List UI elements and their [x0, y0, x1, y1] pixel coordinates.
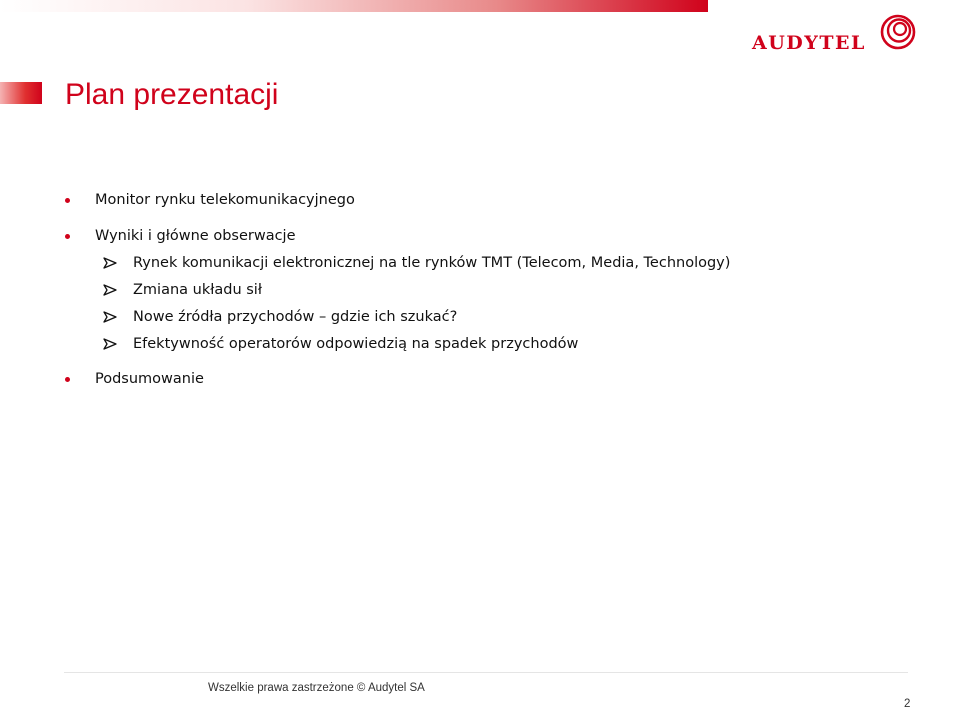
agenda-subitem-label: Nowe źródła przychodów – gdzie ich szukać?	[133, 309, 458, 325]
agenda-item-label: Monitor rynku telekomunikacyjnego	[95, 192, 355, 208]
page-number: 2	[904, 698, 911, 710]
agenda-subitem-label: Efektywność operatorów odpowiedzią na spadek przychodów	[133, 336, 579, 352]
footer-divider	[64, 672, 908, 673]
agenda-item-label: Wyniki i główne obserwacje	[95, 228, 296, 244]
arrowhead-bullet-icon	[103, 311, 117, 323]
red-dot-bullet-icon	[65, 234, 70, 239]
arrowhead-bullet-icon	[103, 257, 117, 269]
logo-wordmark: AUDYTEL	[752, 32, 866, 54]
arrowhead-bullet-icon	[103, 338, 117, 350]
slide-title: Plan prezentacji	[65, 78, 279, 111]
red-dot-bullet-icon	[65, 198, 70, 203]
red-dot-bullet-icon	[65, 377, 70, 382]
title-accent-marker	[0, 82, 42, 104]
logo-rings-icon	[880, 14, 916, 50]
audytel-logo	[752, 14, 922, 56]
agenda-item-label: Podsumowanie	[95, 371, 204, 387]
footer-copyright: Wszelkie prawa zastrzeżone © Audytel SA	[208, 682, 425, 694]
arrowhead-bullet-icon	[103, 284, 117, 296]
top-accent-bar	[0, 0, 708, 12]
agenda-subitem-label: Zmiana układu sił	[133, 282, 262, 298]
agenda-subitem-label: Rynek komunikacji elektronicznej na tle rynków TMT (Telecom, Media, Technology)	[133, 255, 731, 271]
